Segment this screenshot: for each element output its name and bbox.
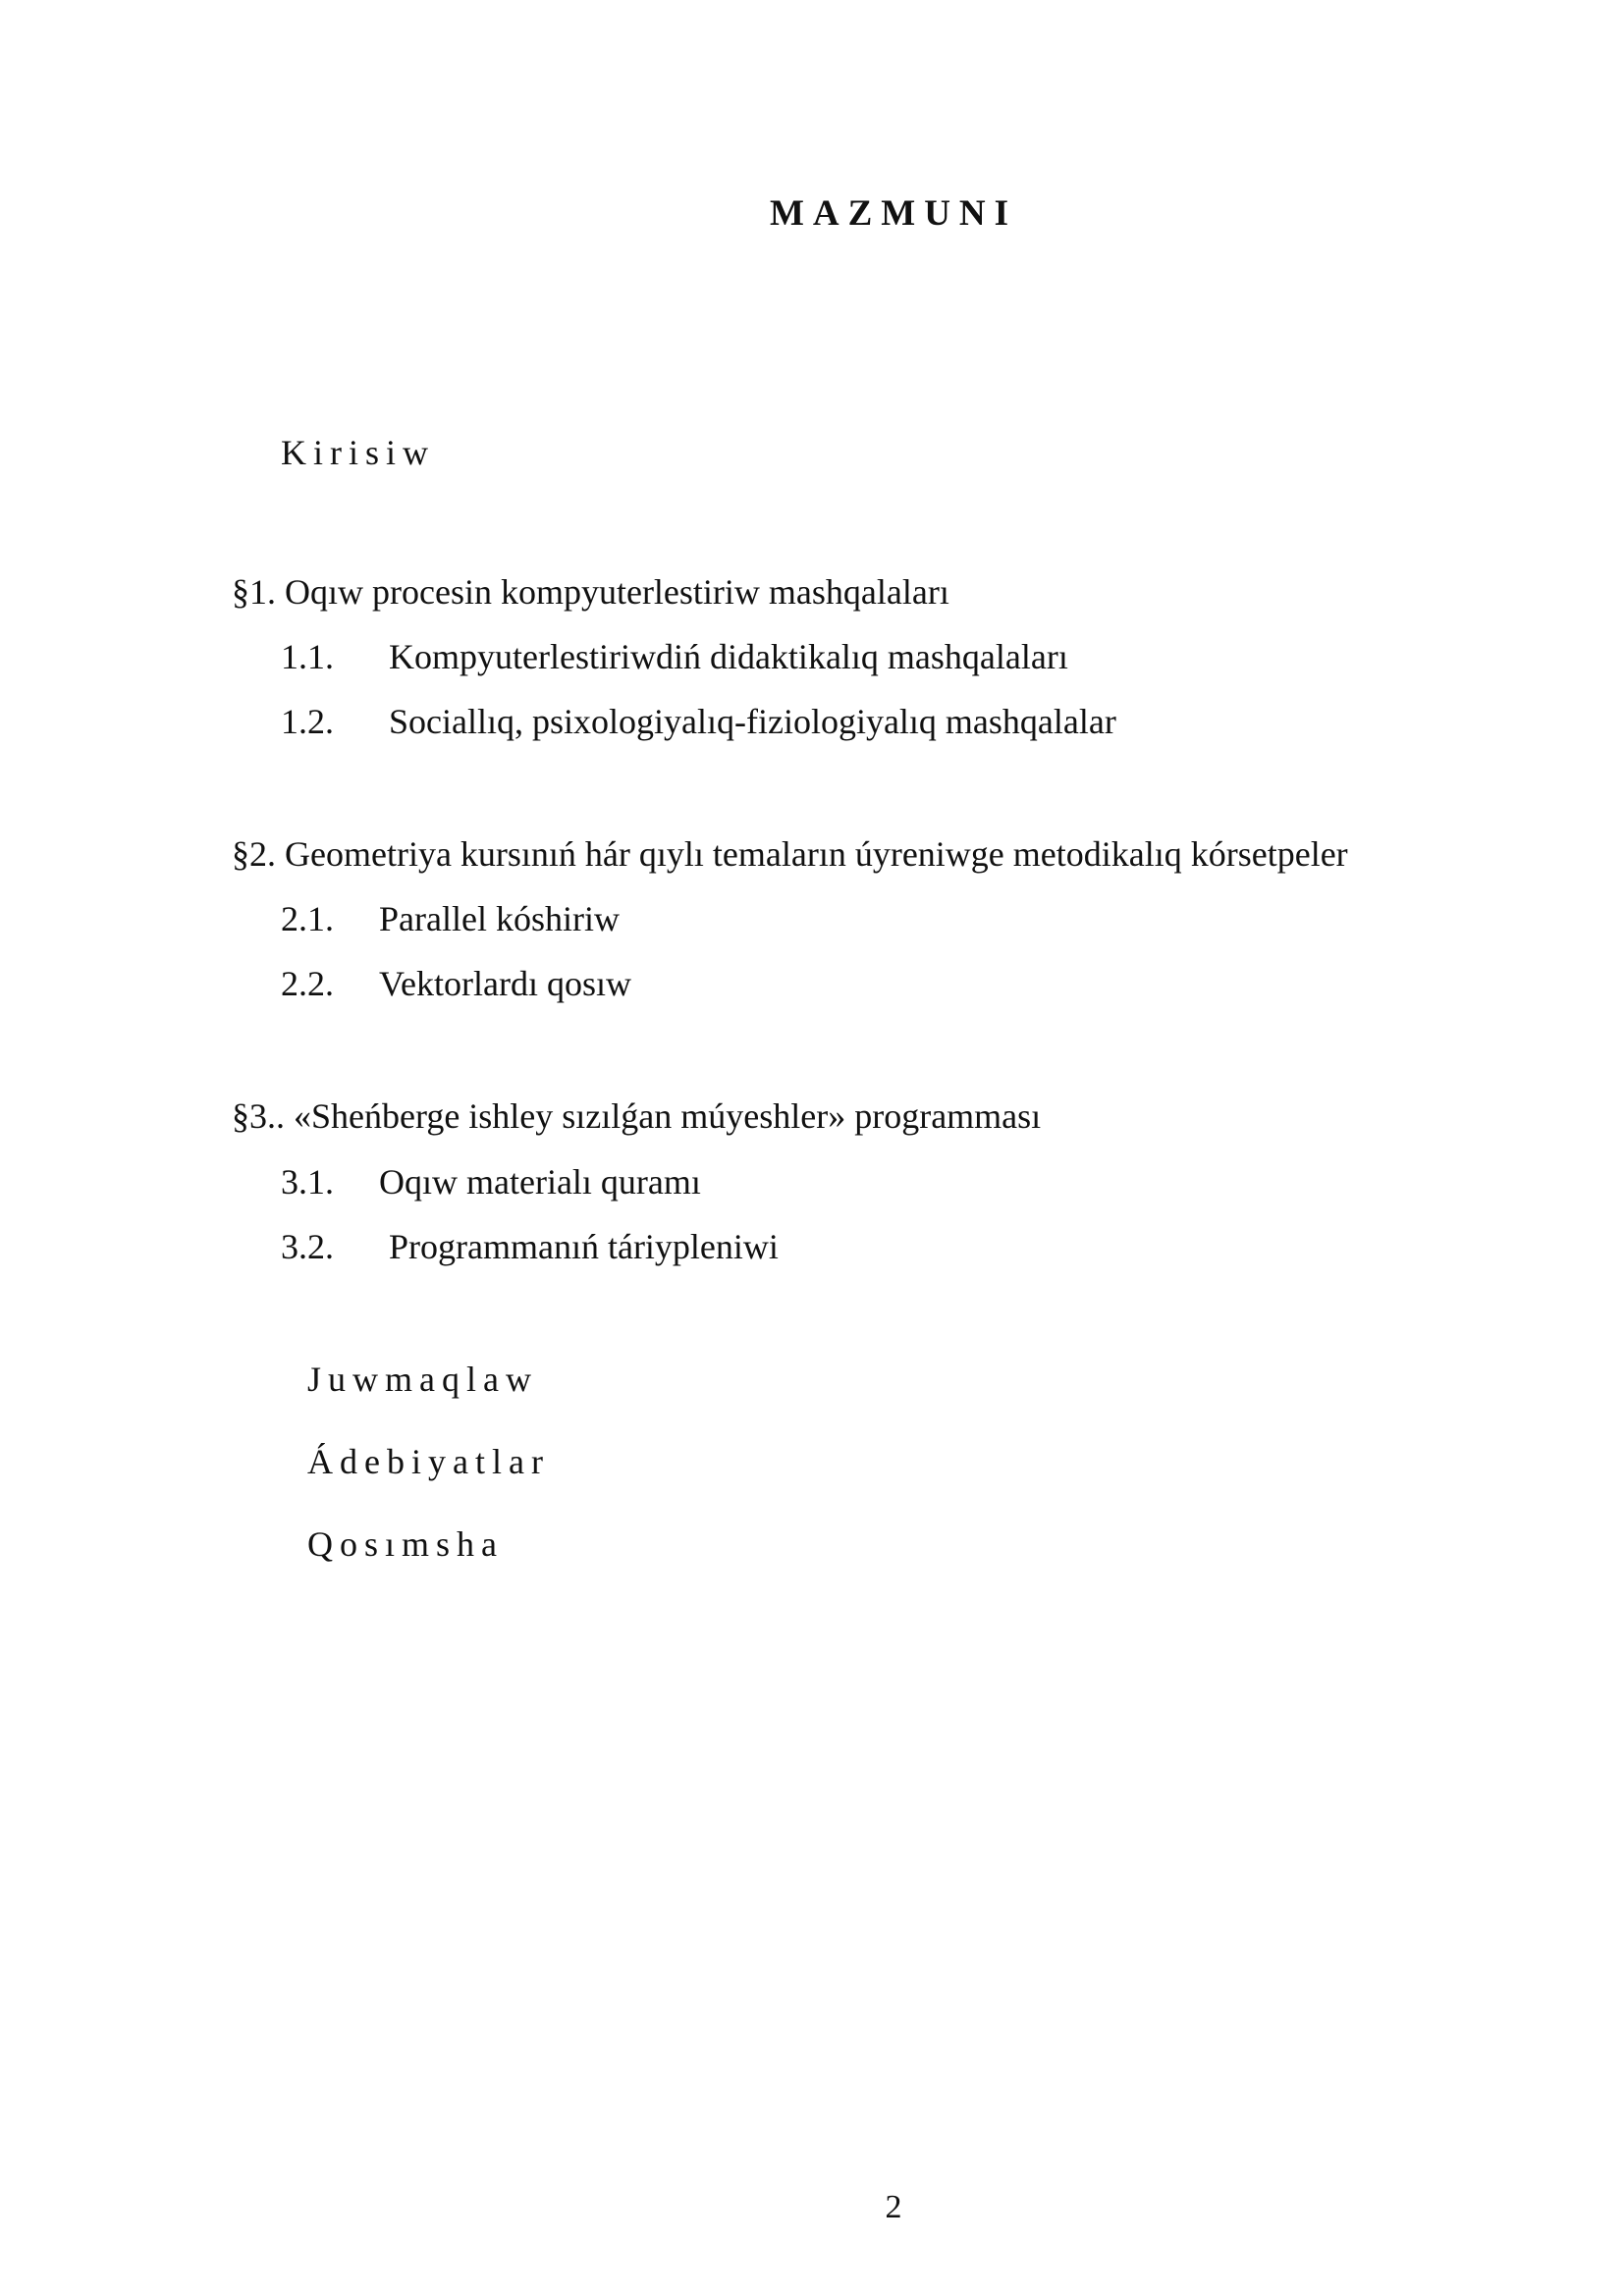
toc-subsection-label: Programmanıń táriypleniwi	[389, 1227, 779, 1266]
toc-subsection-3-2	[281, 1226, 779, 1267]
toc-section-3-heading: §3.. «Sheńberge ishley sızılǵan múyeshler» programması	[232, 1096, 1042, 1136]
toc-closing-appendix: Qosımsha	[307, 1524, 504, 1564]
toc-section-2-heading: §2. Geometriya kursınıń hár qıylı temaların úyreniwge metodikalıq kórsetpeler	[232, 834, 1348, 874]
page-number: 2	[885, 2189, 902, 2225]
toc-subsection-label: Sociallıq, psixologiyalıq-fiziologiyalıq mashqalalar	[389, 702, 1116, 741]
toc-subsection-2-1	[281, 898, 620, 939]
toc-intro: Kirisiw	[281, 433, 435, 472]
toc-section-1-heading: §1. Oqıw procesin kompyuterlestiriw mashqalaları	[232, 572, 949, 612]
toc-subsection-number: 3.1.	[281, 1162, 334, 1201]
toc-subsection-label: Vektorlardı qosıw	[379, 964, 631, 1003]
toc-subsection-label: Kompyuterlestiriwdiń didaktikalıq mashqalaları	[389, 637, 1068, 676]
toc-subsection-number: 2.2.	[281, 964, 334, 1003]
toc-subsection-number: 3.2.	[281, 1227, 334, 1266]
toc-subsection-number: 1.2.	[281, 702, 334, 741]
toc-subsection-label: Parallel kóshiriw	[379, 899, 620, 938]
page-title: MAZMUNI	[769, 193, 1018, 234]
toc-subsection-1-2	[281, 701, 1116, 742]
toc-closing-references: Ádebiyatlar	[307, 1442, 550, 1481]
toc-subsection-2-2	[281, 963, 631, 1004]
toc-subsection-number: 1.1.	[281, 637, 334, 676]
toc-subsection-1-1	[281, 636, 1068, 677]
toc-closing-conclusion: Juwmaqlaw	[307, 1360, 538, 1399]
toc-subsection-number: 2.1.	[281, 899, 334, 938]
toc-subsection-label: Oqıw materialı quramı	[379, 1162, 701, 1201]
toc-subsection-3-1	[281, 1161, 701, 1202]
